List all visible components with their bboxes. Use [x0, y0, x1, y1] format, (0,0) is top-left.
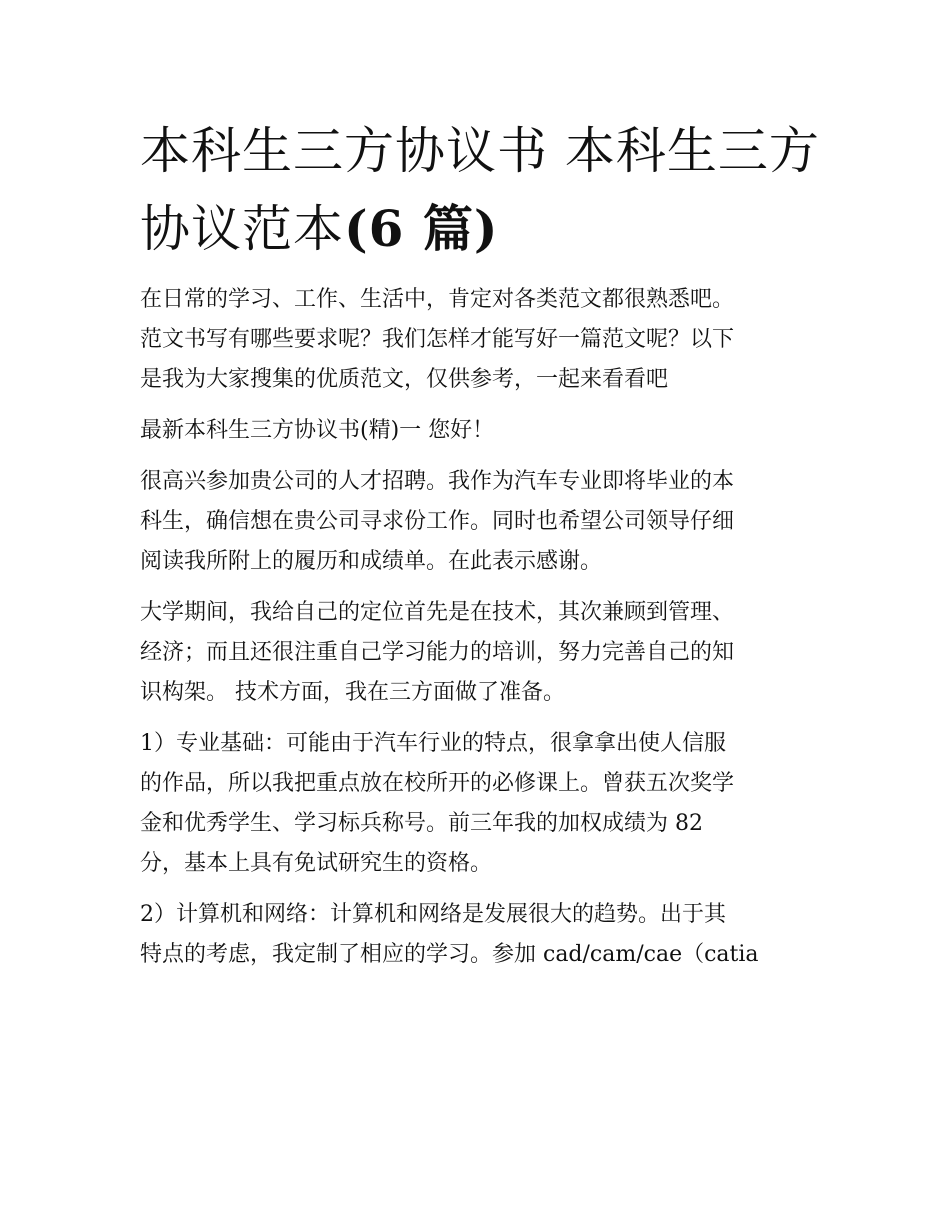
document-body — [140, 280, 815, 975]
text-line: 经济；而且还很注重自己学习能力的培训，努力完善自己的知 — [140, 640, 735, 665]
paragraph-foundation — [140, 724, 815, 884]
text-line: 是我为大家搜集的优质范文，仅供参考，一起来看看吧 — [140, 367, 669, 392]
text-line: 2）计算机和网络：计算机和网络是发展很大的趋势。出于其 — [140, 902, 726, 927]
text-line: 范文书写有哪些要求呢？我们怎样才能写好一篇范文呢？以下 — [140, 327, 735, 352]
text-line: 科生，确信想在贵公司寻求份工作。同时也希望公司领导仔细 — [140, 509, 735, 534]
text-line: 金和优秀学生、学习标兵称号。前三年我的加权成绩为 82 — [140, 811, 703, 836]
text-line: 分，基本上具有免试研究生的资格。 — [140, 851, 493, 876]
paragraph-application — [140, 462, 815, 582]
text-line: 的作品，所以我把重点放在校所开的必修课上。曾获五次奖学 — [140, 771, 735, 796]
paragraph-computer — [140, 895, 815, 975]
paragraph-greeting — [140, 411, 815, 451]
paragraph-university — [140, 593, 815, 713]
text-line: 大学期间，我给自己的定位首先是在技术，其次兼顾到管理、 — [140, 600, 735, 625]
text-line: 很高兴参加贵公司的人才招聘。我作为汽车专业即将毕业的本 — [140, 469, 735, 494]
paragraph-intro — [140, 280, 815, 400]
text-line: 最新本科生三方协议书(精)一 您好！ — [140, 418, 495, 443]
text-line: 在日常的学习、工作、生活中，肯定对各类范文都很熟悉吧。 — [140, 287, 735, 312]
text-line: 阅读我所附上的履历和成绩单。在此表示感谢。 — [140, 549, 603, 574]
title-text: 本科生三方协议书 本科生三方协议范本 — [140, 122, 820, 258]
title-count: (6 篇) — [344, 199, 499, 258]
text-line: 1）专业基础：可能由于汽车行业的特点，很拿拿出使人信服 — [140, 731, 726, 756]
text-line: 特点的考虑，我定制了相应的学习。参加 cad/cam/cae（catia — [140, 942, 759, 967]
document-title — [140, 112, 820, 268]
text-line: 识构架。 技术方面，我在三方面做了准备。 — [140, 680, 565, 705]
